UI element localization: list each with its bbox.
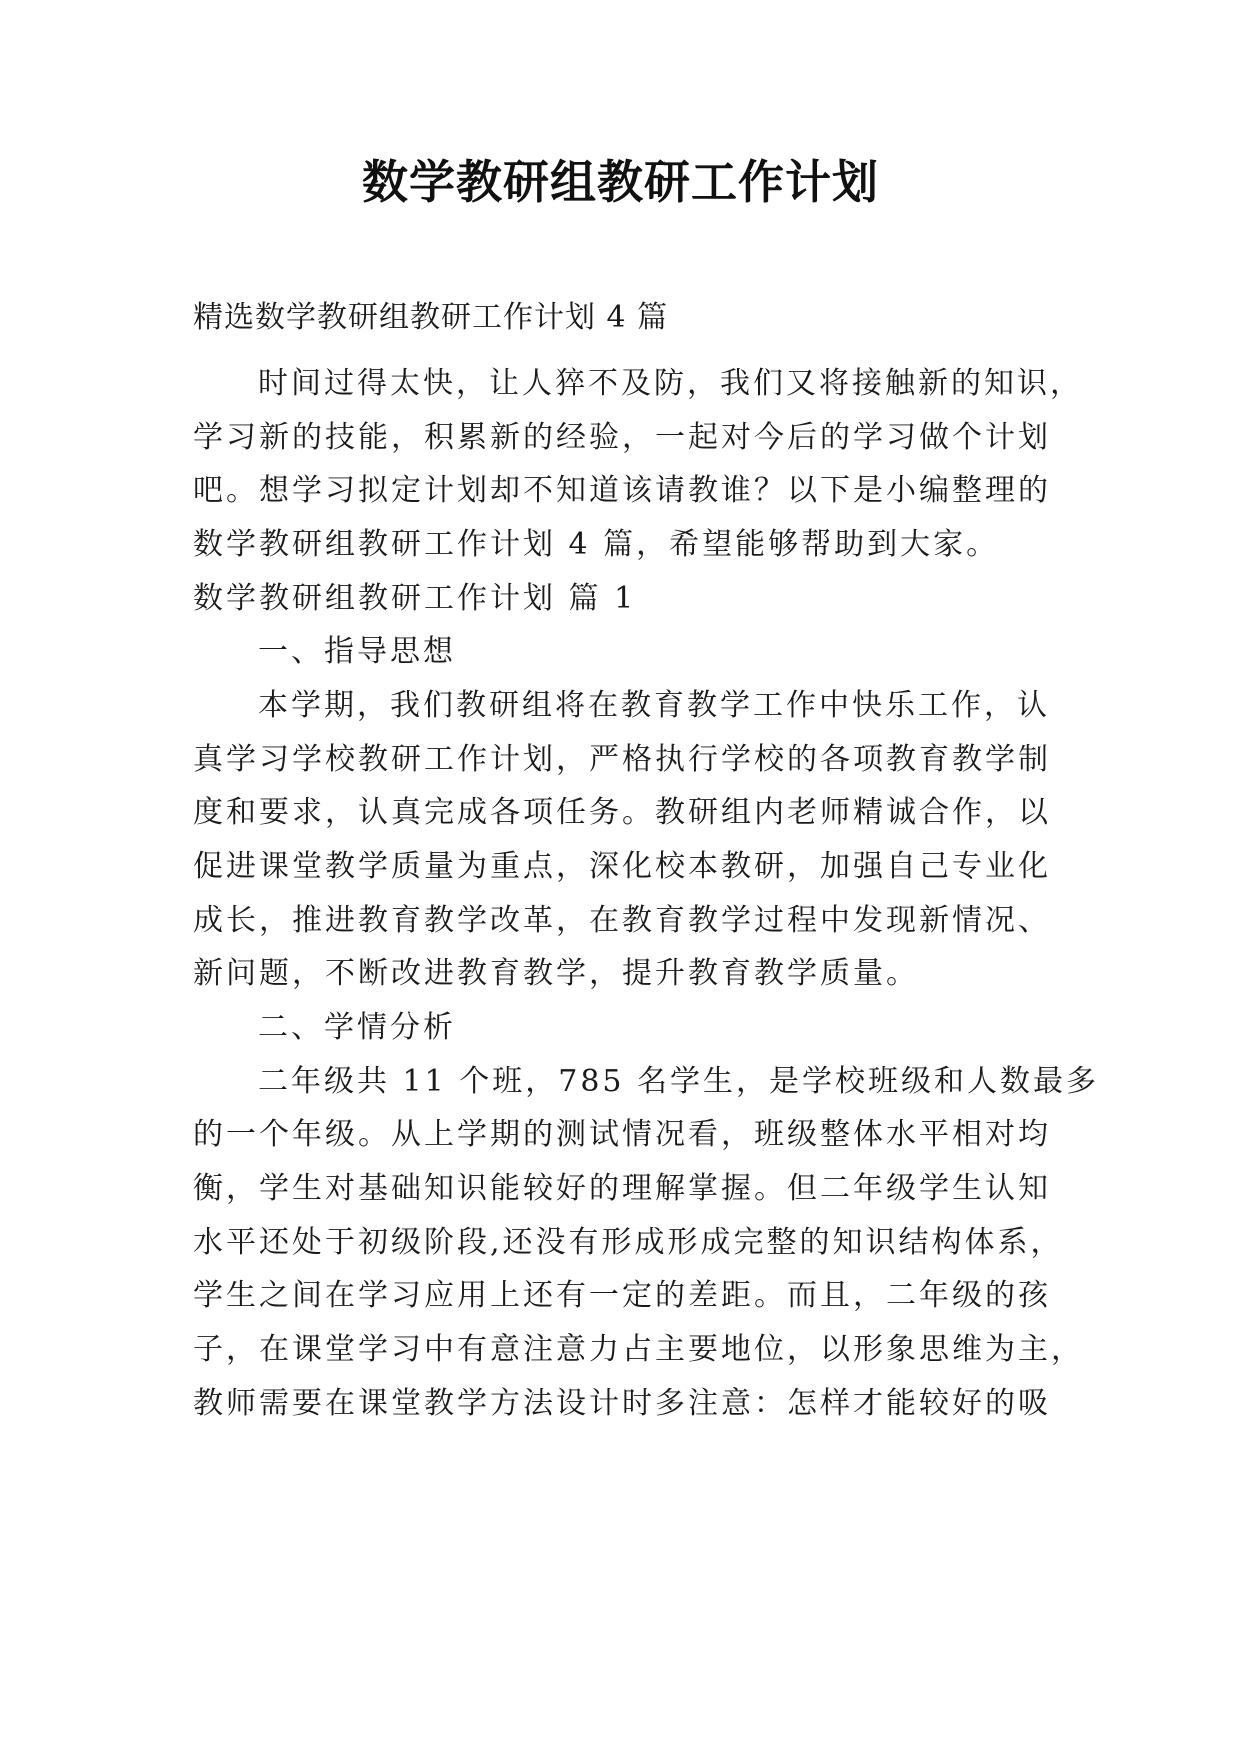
- paragraph-line: 成长，推进教育教学改革，在教育教学过程中发现新情况、: [193, 903, 1051, 938]
- paragraph-line: 时间过得太快，让人猝不及防，我们又将接触新的知识，: [258, 366, 1083, 401]
- paragraph-line: 水平还处于初级阶段,还没有形成形成完整的知识结构体系，: [193, 1225, 1064, 1260]
- paragraph-line: 子，在课堂学习中有意注意力占主要地位，以形象思维为主，: [193, 1332, 1084, 1367]
- paragraph-line: 学生之间在学习应用上还有一定的差距。而且，二年级的孩: [193, 1278, 1051, 1313]
- paragraph-line: 的一个年级。从上学期的测试情况看，班级整体水平相对均: [193, 1117, 1051, 1152]
- paragraph-line: 促进课堂教学质量为重点，深化校本教研，加强自己专业化: [193, 849, 1051, 884]
- paragraph-line: 数学教研组教研工作计划 4 篇，希望能够帮助到大家。: [193, 527, 1000, 562]
- paragraph-line: 度和要求，认真完成各项任务。教研组内老师精诚合作，以: [193, 795, 1051, 830]
- subsection-heading: 二、学情分析: [258, 1010, 456, 1045]
- paragraph-line: 本学期，我们教研组将在教育教学工作中快乐工作，认: [258, 688, 1050, 723]
- document-subtitle: 精选数学教研组教研工作计划 4 篇: [193, 300, 669, 335]
- paragraph-line: 二年级共 11 个班，785 名学生，是学校班级和人数最多: [258, 1064, 1100, 1099]
- paragraph-line: 教师需要在课堂教学方法设计时多注意：怎样才能较好的吸: [193, 1386, 1051, 1421]
- document-title: 数学教研组教研工作计划: [362, 155, 879, 209]
- paragraph-line: 新问题，不断改进教育教学，提升教育教学质量。: [193, 956, 919, 991]
- subsection-heading: 一、指导思想: [258, 634, 456, 669]
- section-heading: 数学教研组教研工作计划 篇 1: [193, 581, 637, 616]
- paragraph-line: 学习新的技能，积累新的经验，一起对今后的学习做个计划: [193, 420, 1051, 455]
- paragraph-line: 衡，学生对基础知识能较好的理解掌握。但二年级学生认知: [193, 1171, 1051, 1206]
- paragraph-line: 真学习学校教研工作计划，严格执行学校的各项教育教学制: [193, 742, 1051, 777]
- paragraph-line: 吧。想学习拟定计划却不知道该请教谁？以下是小编整理的: [193, 473, 1051, 508]
